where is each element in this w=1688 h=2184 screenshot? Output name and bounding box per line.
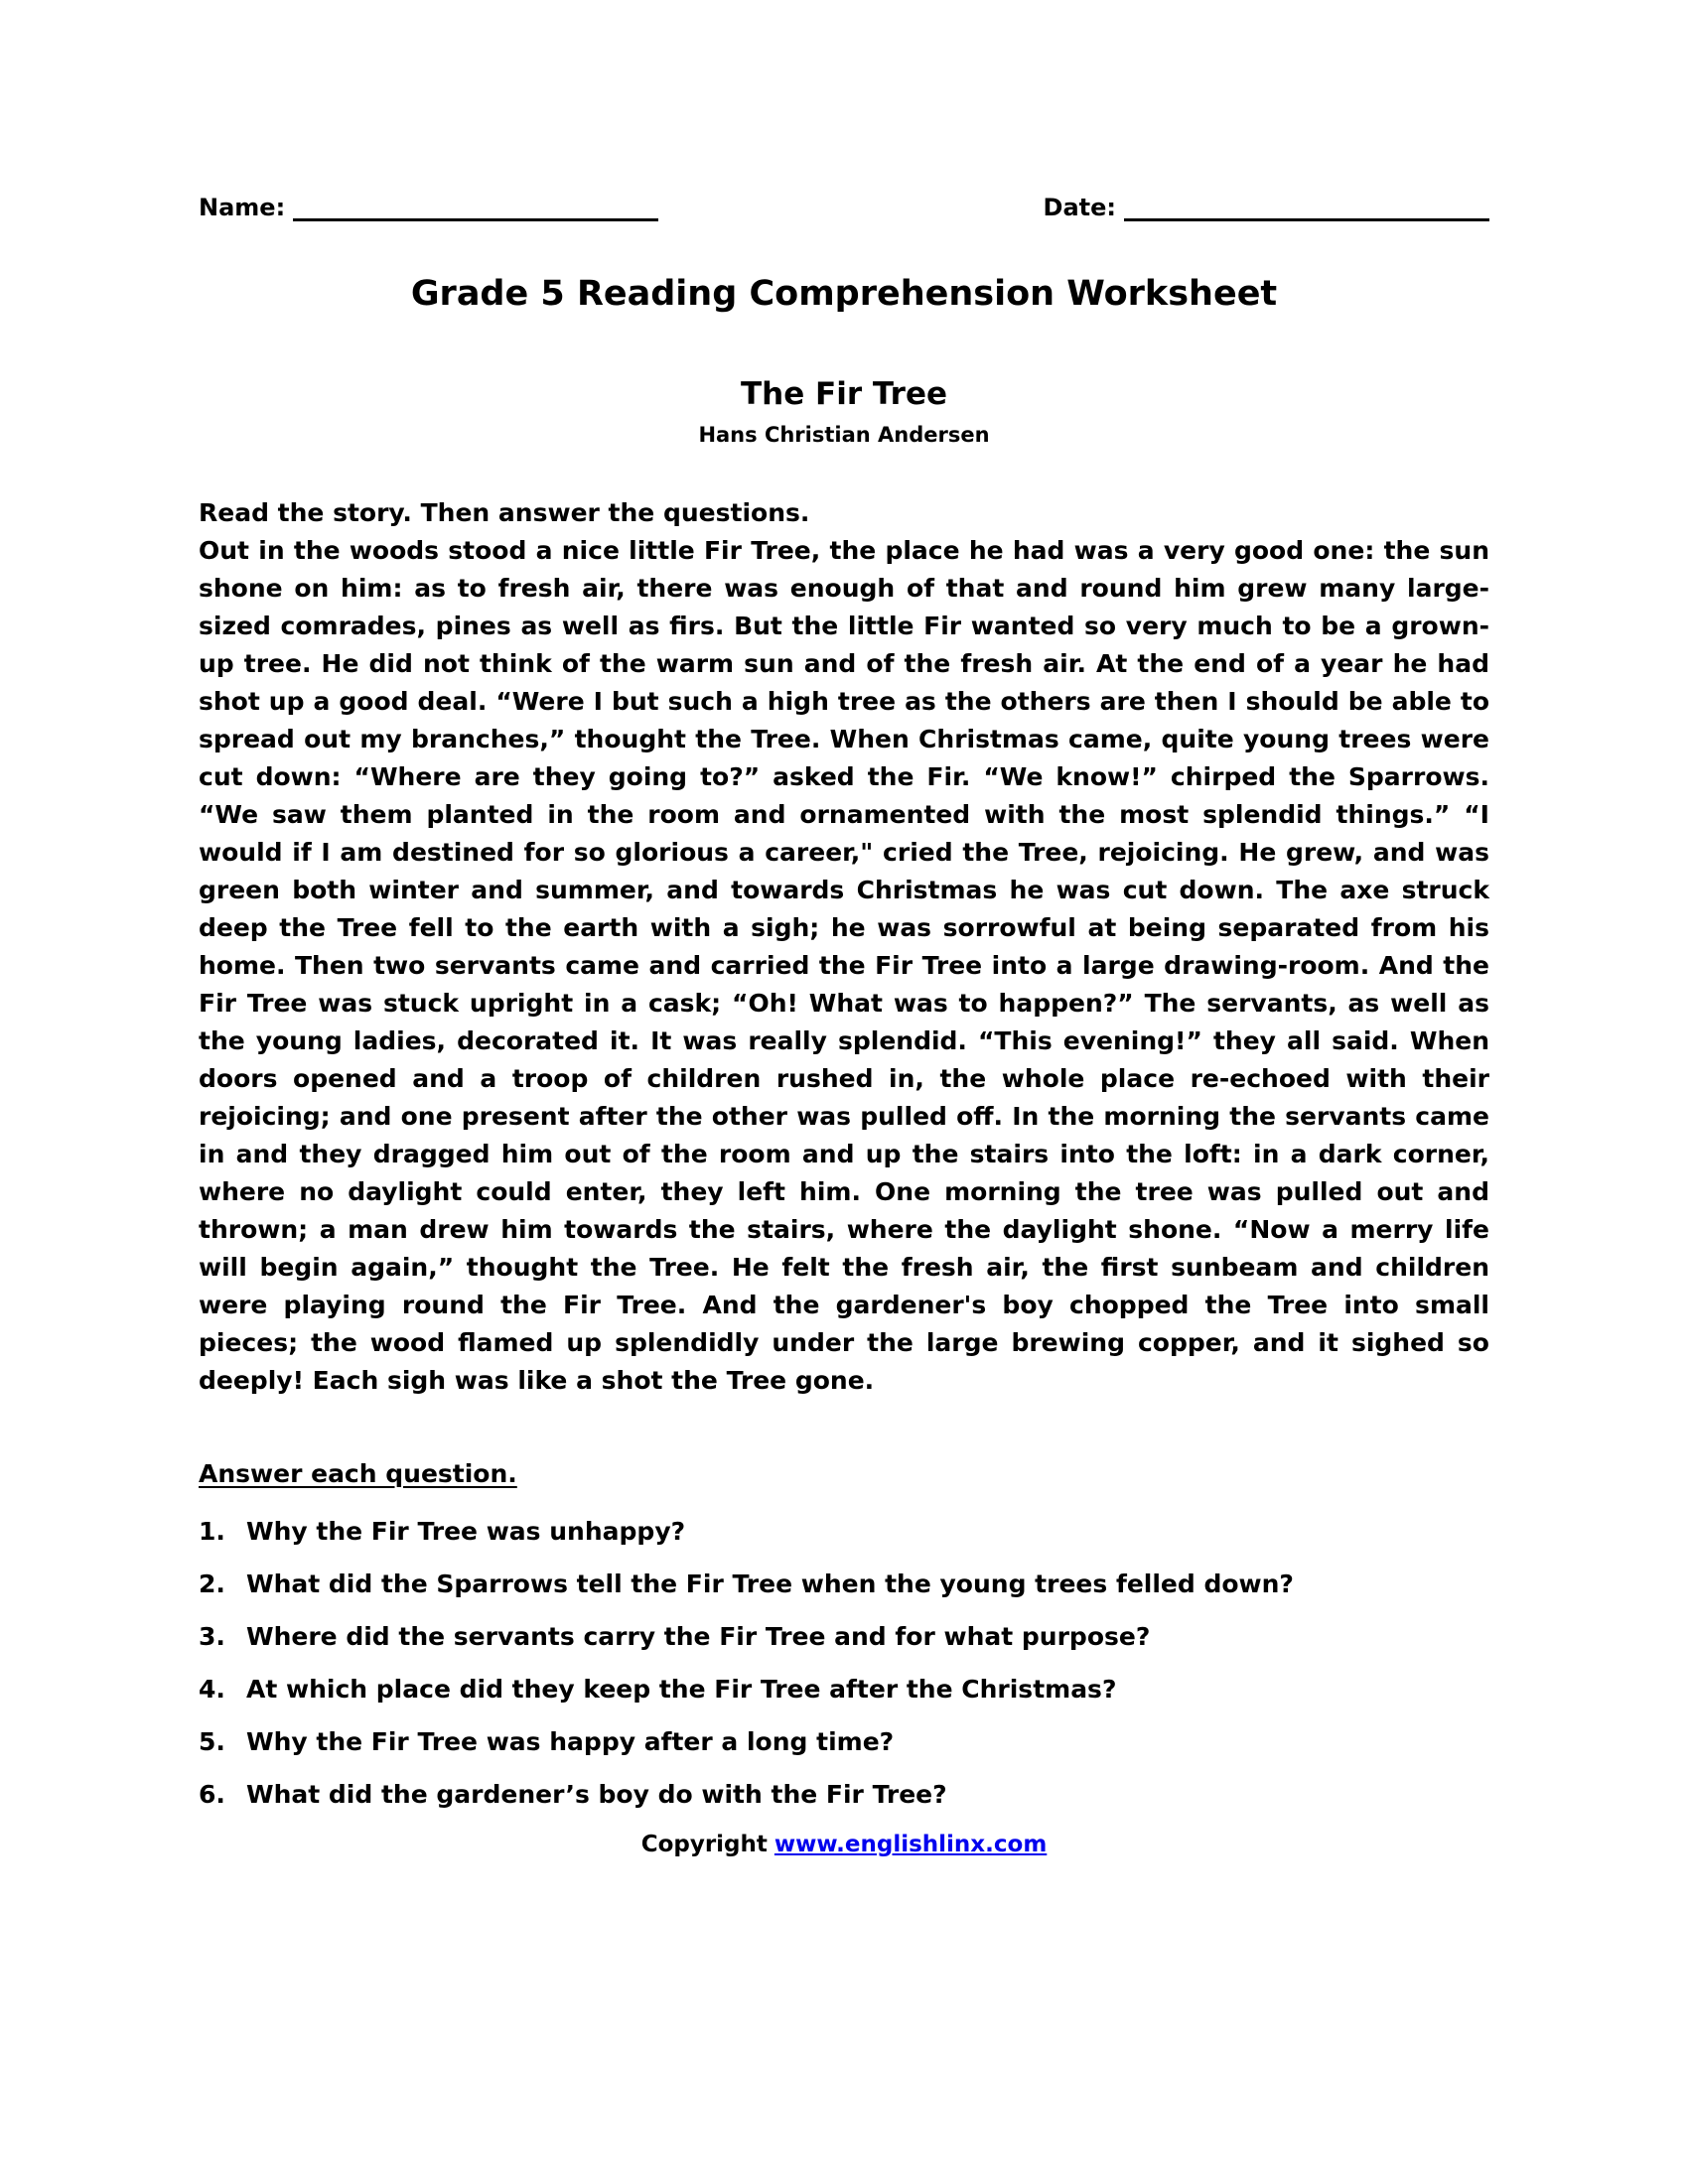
question-item	[199, 1776, 1489, 1814]
name-blank-line	[293, 194, 658, 221]
question-item	[199, 1566, 1489, 1603]
question-text: What did the Sparrows tell the Fir Tree when the young trees felled down?	[246, 1570, 1294, 1599]
story-author: Hans Christian Andersen	[698, 423, 990, 448]
name-field	[199, 194, 658, 221]
worksheet-title: Grade 5 Reading Comprehension Worksheet	[410, 274, 1278, 315]
question-number: 3.	[199, 1622, 225, 1652]
question-list	[199, 1513, 1489, 1814]
question-number: 6.	[199, 1780, 225, 1810]
date-label: Date:	[1043, 194, 1116, 222]
question-number: 1.	[199, 1517, 225, 1547]
header-row	[199, 194, 1489, 221]
question-number: 4.	[199, 1675, 225, 1705]
answer-heading: Answer each question.	[199, 1459, 517, 1489]
story-text: Out in the woods stood a nice little Fir Tree, the place he had was a very good one: the sun shone on him: as to fresh air, there was enough of that and round him grew many large-sized comrades, pines as well as firs. But the little Fir wanted so very much to be a grown-up tree. He did not think of the warm sun and of the fresh air. At the end of a year he had shot up a good deal. “Were I but such a high tree as the others are then I should be able to spread out my branches,” thought the Tree. When Christmas came, quite young trees were cut down: “Where are they going to?” asked the Fir. “We know!” chirped the Sparrows. “We saw them planted in the room and ornamented with the most splendid things.” “I would if I am destined for so glorious a career," cried the Tree, rejoicing. He grew, and was green both winter and summer, and towards Christmas he was cut down. The axe struck deep the Tree fell to the earth with a sigh; he was sorrowful at being separated from his home. Then two servants came and carried the Fir Tree into a large drawing-room. And the Fir Tree was stuck upright in a cask; “Oh! What was to happen?” The servants, as well as the young ladies, decorated it. It was really splendid. “This evening!” they all said. When doors opened and a troop of children rushed in, the whole place re-echoed with their rejoicing; and one present after the other was pulled off. In the morning the servants came in and they dragged him out of the room and up the stairs into the loft: in a dark corner, where no daylight could enter, they left him. One morning the tree was pulled out and thrown; a man drew him towards the stairs, where the daylight shone. “Now a merry life will begin again,” thought the Tree. He felt the fresh air, the first sunbeam and children were playing round the Fir Tree. And the gardener's boy chopped the Tree into small pieces; the wood flamed up splendidly under the large brewing copper, and it sighed so deeply! Each sigh was like a shot the Tree gone.	[199, 536, 1489, 1396]
question-number: 2.	[199, 1570, 225, 1599]
question-number: 5.	[199, 1727, 225, 1757]
name-label: Name:	[199, 194, 286, 222]
copyright-line	[199, 1829, 1489, 1860]
copyright-link[interactable]: www.englishlinx.com	[774, 1832, 1048, 1858]
question-text: Where did the servants carry the Fir Tree and for what purpose?	[246, 1622, 1151, 1652]
question-item	[199, 1723, 1489, 1761]
question-item	[199, 1618, 1489, 1656]
question-text: Why the Fir Tree was happy after a long time?	[246, 1727, 895, 1757]
question-text: Why the Fir Tree was unhappy?	[246, 1517, 686, 1547]
date-field	[1044, 194, 1489, 221]
instructions-line: Read the story. Then answer the questions.	[199, 498, 810, 528]
copyright-label: Copyright	[640, 1832, 768, 1858]
question-item	[199, 1671, 1489, 1708]
question-item	[199, 1513, 1489, 1551]
question-text: What did the gardener’s boy do with the Fir Tree?	[246, 1780, 947, 1810]
date-blank-line	[1124, 194, 1489, 221]
question-text: At which place did they keep the Fir Tree after the Christmas?	[246, 1675, 1117, 1705]
story-title: The Fir Tree	[741, 376, 947, 413]
